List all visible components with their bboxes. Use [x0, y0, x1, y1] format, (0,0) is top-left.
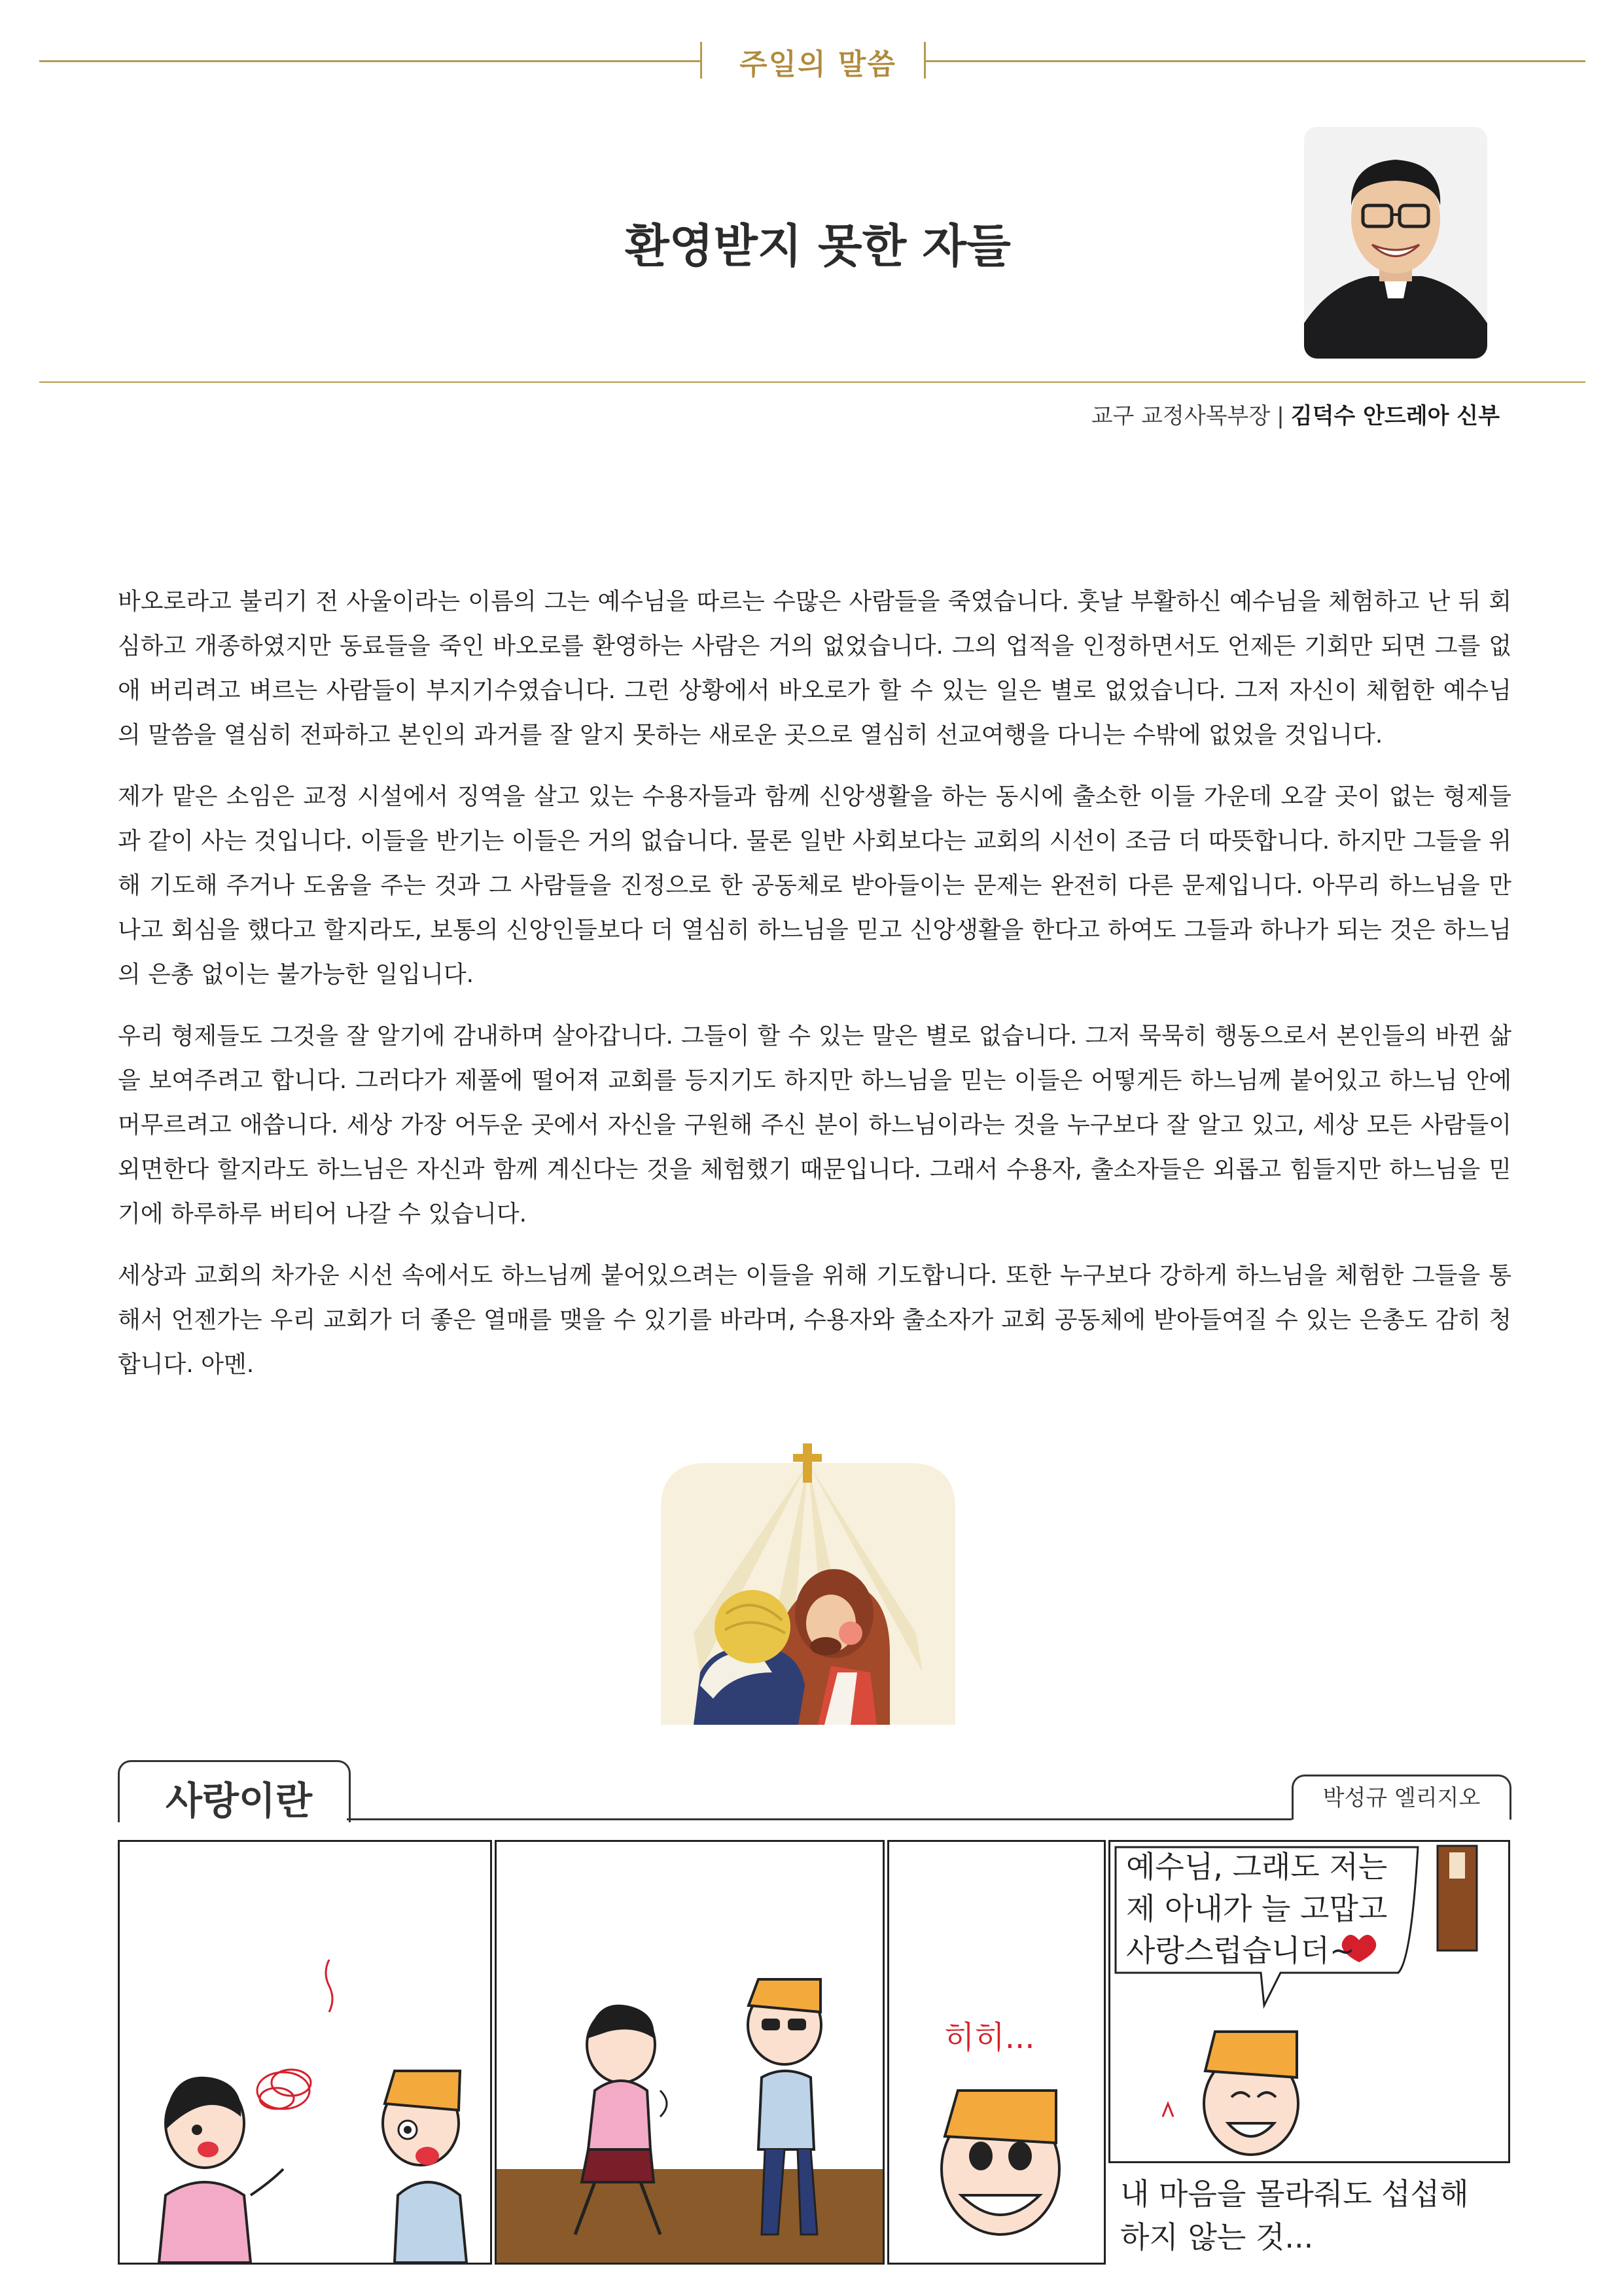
panel4-speech: [1126, 1846, 1387, 1971]
author-portrait: [1304, 127, 1487, 359]
laugh-sfx: 히히...: [944, 2019, 1035, 2056]
caption-line: 내 마음을 몰라줘도 섭섭해: [1120, 2176, 1469, 2212]
section-label: 주일의 말씀: [739, 48, 896, 81]
paragraph: 세상과 교회의 차가운 시선 속에서도 하느님께 붙어있으려는 이들을 위해 기도합니다. 또한 누구보다 강하게 하느님을 체험한 그들을 통해서 언젠가는 우리 교회가 더 좋은 열매를 맺을 수 있기를 바라며, 수용자와 출소자가 교회 공동체에 받아들여질 수 있는 은총도 감히 청합니다. 아멘.: [118, 1262, 1511, 1378]
comic-panel-4: [1108, 1840, 1510, 2163]
speech-line: 사랑스럽습니더~: [1126, 1933, 1355, 1968]
article-body: [118, 580, 1511, 1404]
embrace-illustration: [654, 1437, 962, 1725]
header-tick-left: [700, 42, 702, 79]
comic-title: 사랑이란: [166, 1778, 313, 1823]
author-name: 김덕수 안드레아 신부: [1290, 403, 1500, 429]
caption-line: 하지 않는 것...: [1120, 2219, 1314, 2255]
paragraph: 제가 맡은 소임은 교정 시설에서 징역을 살고 있는 수용자들과 함께 신앙생활을 하는 동시에 출소한 이들 가운데 오갈 곳이 없는 형제들과 같이 사는 것입니다. 이들을 반기는 이들은 거의 없습니다. 물론 일반 사회보다는 교회의 시선이 조금 더 따뜻합니다. 하지만 그들을 위해 기도해 주거나 도움을 주는 것과 그 사람들을 진정으로 한 공동체로 받아들이는 문제는 완전히 다른 문제입니다. 아무리 하느님을 만나고 회심을 했다고 할지라도, 보통의 신앙인들보다 더 열심히 하느님을 믿고 신앙생활을 한다고 하여도 그들과 하나가 되는 것은 하느님의 은총 없이는 불가능한 일입니다.: [118, 783, 1511, 988]
comic-top-rule: [347, 1818, 1292, 1820]
header-rule-left: [39, 60, 700, 62]
header-rule-right: [926, 60, 1585, 62]
comic-panel-2: [495, 1840, 885, 2265]
comic-author: 박성규 엘리지오: [1292, 1775, 1511, 1820]
author-role: 교구 교정사목부장: [1091, 403, 1271, 429]
author-separator: |: [1277, 403, 1284, 429]
speech-line: 제 아내가 늘 고맙고: [1126, 1891, 1388, 1926]
speech-line: 예수님, 그래도 저는: [1126, 1849, 1388, 1884]
comic-panel-1: [118, 1840, 492, 2265]
paragraph: 우리 형제들도 그것을 잘 알기에 감내하며 살아갑니다. 그들이 할 수 있는 말은 별로 없습니다. 그저 묵묵히 행동으로서 본인들의 바뀐 삶을 보여주려고 합니다. 그러다가 제풀에 떨어져 교회를 등지기도 하지만 하느님을 믿는 이들은 어떻게든 하느님께 붙어있고 하느님 안에 머무르려고 애씁니다. 세상 가장 어두운 곳에서 자신을 구원해 주신 분이 하느님이라는 것을 누구보다 잘 알고 있고, 세상 모든 사람들이 외면한다 할지라도 하느님은 자신과 함께 계신다는 것을 체험했기 때문입니다. 그래서 수용자, 출소자들은 외롭고 힘들지만 하느님을 믿기에 하루하루 버티어 나갈 수 있습니다.: [118, 1023, 1511, 1227]
comic-title-tab: [118, 1760, 351, 1822]
article-title: 환영받지 못한 자들: [625, 219, 1011, 273]
header-rule-bottom: [39, 381, 1585, 383]
comic-caption: [1120, 2172, 1469, 2259]
comic-panel-3: [887, 1840, 1106, 2265]
author-byline: [1091, 398, 1500, 430]
paragraph: 바오로라고 불리기 전 사울이라는 이름의 그는 예수님을 따르는 수많은 사람들을 죽였습니다. 훗날 부활하신 예수님을 체험하고 난 뒤 회심하고 개종하였지만 동료들을 죽인 바오로를 환영하는 사람은 거의 없었습니다. 그의 업적을 인정하면서도 언제든 기회만 되면 그를 없애 버리려고 벼르는 사람들이 부지기수였습니다. 그런 상황에서 바오로가 할 수 있는 일은 별로 없었습니다. 그저 자신이 체험한 예수님의 말씀을 열심히 전파하고 본인의 과거를 잘 알지 못하는 새로운 곳으로 열심히 선교여행을 다니는 수밖에 없었을 것입니다.: [118, 588, 1511, 749]
